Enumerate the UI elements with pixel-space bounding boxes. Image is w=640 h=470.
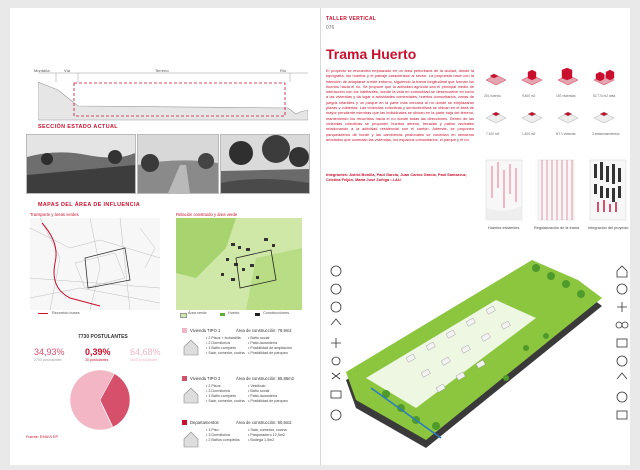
housing-feature: • Baño social [248, 389, 270, 393]
stat-pct-3: 64,68% [130, 347, 161, 357]
housing-feature: • 2 Baños completos [206, 438, 240, 442]
housing-feature: • 3 Dormitorios [206, 433, 231, 437]
green-area-map [176, 218, 302, 310]
housing-feature: • Bodega 1,5m2 [248, 438, 275, 442]
housing-feature: • Patio-lavandería [248, 394, 278, 398]
map-left-caption: Transporte y áreas verdes [30, 212, 79, 217]
housing-feature: • Baño social [248, 336, 270, 340]
activity-icons-right [614, 263, 630, 453]
housing-feature: • 1 Baño completo [206, 346, 236, 350]
housing-feature: • 2 Pisos [206, 384, 221, 388]
housing-feature: • Posibilidad de parqueo [248, 351, 288, 355]
housing-name: Vivienda TIPO 1 [190, 328, 221, 333]
housing-feature: • 1 Baño completo [206, 394, 236, 398]
housing-feature: • Sala, comedor, cocina [206, 351, 245, 355]
terrain-section-diagram [38, 68, 308, 130]
huerto-swatch [220, 313, 225, 316]
spine-divider [320, 8, 321, 465]
housing-swatch [182, 376, 187, 381]
housing-feature: • Posibilidad de parqueo [248, 399, 288, 403]
legend-area-verde: Área verde [188, 311, 207, 315]
brand-label: TALLER VERTICAL [326, 16, 377, 22]
map-left-legend: Recorrido buses [52, 311, 80, 315]
stat-label-1: 2700 postulantes [34, 358, 62, 362]
map-right-caption: Relación construido y área verde [176, 212, 238, 217]
site-photo-2 [137, 134, 219, 194]
housing-feature: • Parqueadero 12,5m2 [248, 433, 285, 437]
housing-feature: • 2 Dormitorios [206, 341, 231, 345]
housing-swatch [182, 420, 187, 425]
poster-page [10, 8, 630, 465]
activity-icons-left [328, 263, 344, 453]
construcciones-swatch [255, 313, 260, 316]
strip-caption-2: Regularización de la trama [534, 226, 580, 230]
house-icon [182, 430, 200, 448]
housing-feature: • 3 Dormitorios [206, 389, 231, 393]
site-photo-3 [220, 134, 310, 194]
housing-name: Vivienda TIPO 2 [190, 376, 221, 381]
stats-source: Fuente: EMUVI EP [26, 435, 59, 439]
trama-evolution-diagram [484, 158, 630, 230]
housing-feature: • Patio-lavandería [248, 341, 278, 345]
house-icon [182, 338, 200, 356]
section-label-via: Vía [64, 68, 71, 73]
legend-huerto: Huerto [228, 311, 240, 315]
axonometric-site-model [346, 248, 608, 456]
stat-pct-2: 0,39% [85, 347, 111, 357]
diagram-caption-top-4: 52.774 m2 área [593, 94, 616, 98]
postulantes-header: 7730 POSTULANTES [78, 334, 128, 340]
stat-label-3: 5000 postulantes [130, 358, 158, 362]
housing-feature: • Sala, comedor, cocina [248, 428, 287, 432]
stat-label-2: 30 postulantes [85, 358, 109, 362]
diagram-caption-mid-1: 7.100 m2 [486, 132, 500, 136]
housing-feature: • Posibilidad de ampliación [248, 346, 292, 350]
housing-feature: • Sala, comedor, cocina [206, 399, 245, 403]
transport-map [30, 218, 160, 310]
diagram-caption-mid-3: NT 1 vivienda [556, 132, 576, 136]
postulantes-pie-chart [68, 368, 132, 432]
section-label-montana: Montaña [34, 68, 50, 73]
project-title: Trama Huerto [326, 46, 417, 62]
maps-title: MAPAS DEL ÁREA DE INFLUENCIA [38, 202, 141, 208]
section-label-rio: Río [280, 68, 287, 73]
strip-caption-3: Integración del proyecto [588, 226, 629, 230]
housing-area: Área de construcción: 85,86m2 [236, 376, 294, 381]
project-description: El proyecto se encuentra emplazado en un área periurbana de la ciudad, donde la topografía, los huertos y el paisaje caracterizan al sector. La propuesta nace con la intención de adaptarse a este entorno, siguiendo la trama longitudinal que forman los huertos hacia el río. Se propone que la actividad agrícola sea el principal medio de interacción con los habitantes, donde la vida en comunidad se desenvuelve en torno a las viviendas y da lugar a actividades comerciales, huertos comunitarios, zonas de juegos infantiles y un parque en la parte más cercana al río donde se emplazarán plazas y cubiertas. Las viviendas colectivas y semicolectivas se ubican en el área de mayor pendiente mientras que las individuales se ubican en la parte baja del terreno, manteniendo los recorridos hacia el río donde todas las direcciones. Dentro de las viviendas colectivas se proponen huertos aéreos, terrazas y patios vecinales relacionando a la actividad residencial con el cantón. Además, se proponen parqueaderos de borde y las caminerías peatonales se conectan en senderos arbolados que conectan las viviendas, los espacios comunitarios, el parque y el río. [326, 68, 474, 142]
housing-name: Departamentos [190, 420, 219, 425]
green-area-swatch [180, 313, 187, 318]
housing-swatch [182, 328, 187, 333]
diagram-caption-top-2: 9.400 m2 [522, 94, 536, 98]
house-icon [182, 386, 200, 404]
housing-feature: • Vestíbulo [248, 384, 266, 388]
bus-route-swatch [38, 313, 48, 314]
diagram-caption-mid-2: 1.400 m2 [522, 132, 536, 136]
stat-pct-1: 34,93% [34, 347, 65, 357]
housing-area: Área de construcción: 78,9m2 [236, 328, 292, 333]
page-number: 076 [326, 25, 335, 31]
site-photo-1 [26, 134, 136, 194]
section-title: SECCIÓN ESTADO ACTUAL [38, 124, 118, 130]
section-label-terreno: Terreno [155, 68, 169, 73]
housing-feature: • 1 Piso [206, 428, 219, 432]
diagram-caption-top-3: 192 viviendas [556, 94, 576, 98]
housing-feature: • 2 Pisos + buhardilla [206, 336, 241, 340]
housing-area: Área de construcción: 60,5m2 [236, 420, 292, 425]
project-credits: Integrantes: Astrid Bonilla, Paúl García, Juan Carlos Garcia, Paúl Santacruz, Cristina Feijón, María José Zuñiga • LAU. [326, 172, 467, 183]
legend-construcciones: Construcciones [263, 311, 290, 315]
diagram-caption-mid-4: 3 estacionamientos [592, 132, 620, 136]
diagram-caption-top-1: 201 huertos [484, 94, 501, 98]
strip-caption-1: Huertos existentes [488, 226, 520, 230]
